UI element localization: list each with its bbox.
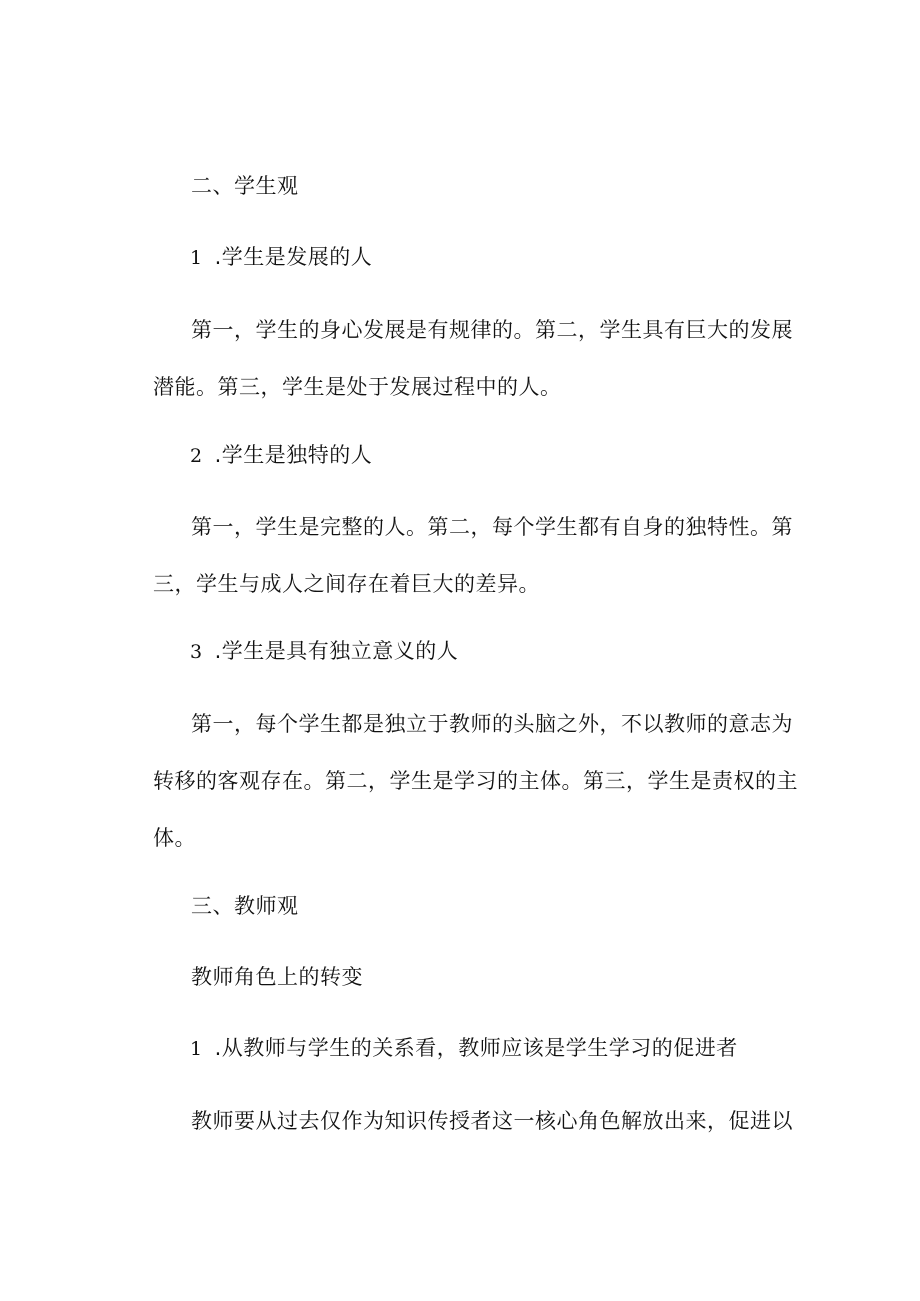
item-title-text: .学生是具有独立意义的人 bbox=[214, 639, 459, 663]
paragraph-line: 潜能。第三，学生是处于发展过程中的人。 bbox=[153, 375, 562, 399]
section-heading-student-view: 二、学生观 bbox=[191, 174, 299, 198]
item-title-1 bbox=[190, 243, 372, 272]
paragraph-line: 三，学生与成人之间存在着巨大的差异。 bbox=[153, 572, 540, 596]
paragraph-line: 第一，每个学生都是独立于教师的头脑之外，不以教师的意志为 bbox=[191, 712, 793, 736]
item-number: 1 bbox=[190, 1038, 203, 1060]
paragraph-line: 第一，学生是完整的人。第二，每个学生都有自身的独特性。第 bbox=[191, 515, 793, 539]
item-title-text: .学生是独特的人 bbox=[214, 443, 373, 467]
item-number: 1 bbox=[190, 247, 203, 269]
item-title-3 bbox=[190, 637, 458, 666]
item-title-text: .学生是发展的人 bbox=[214, 245, 373, 269]
paragraph-line: 第一，学生的身心发展是有规律的。第二，学生具有巨大的发展 bbox=[191, 318, 793, 342]
item-number: 3 bbox=[190, 641, 203, 663]
section-heading-teacher-view: 三、教师观 bbox=[191, 894, 299, 918]
item-title-teacher-1 bbox=[190, 1034, 738, 1063]
item-number: 2 bbox=[190, 445, 203, 467]
item-title-text: .从教师与学生的关系看，教师应该是学生学习的促进者 bbox=[214, 1036, 738, 1060]
paragraph-line: 转移的客观存在。第二，学生是学习的主体。第三，学生是责权的主 bbox=[153, 769, 798, 793]
paragraph-line: 体。 bbox=[153, 826, 196, 850]
paragraph-line: 教师要从过去仅作为知识传授者这一核心角色解放出来，促进以 bbox=[191, 1109, 793, 1133]
subheading-teacher-role: 教师角色上的转变 bbox=[191, 965, 363, 989]
item-title-2 bbox=[190, 441, 372, 470]
